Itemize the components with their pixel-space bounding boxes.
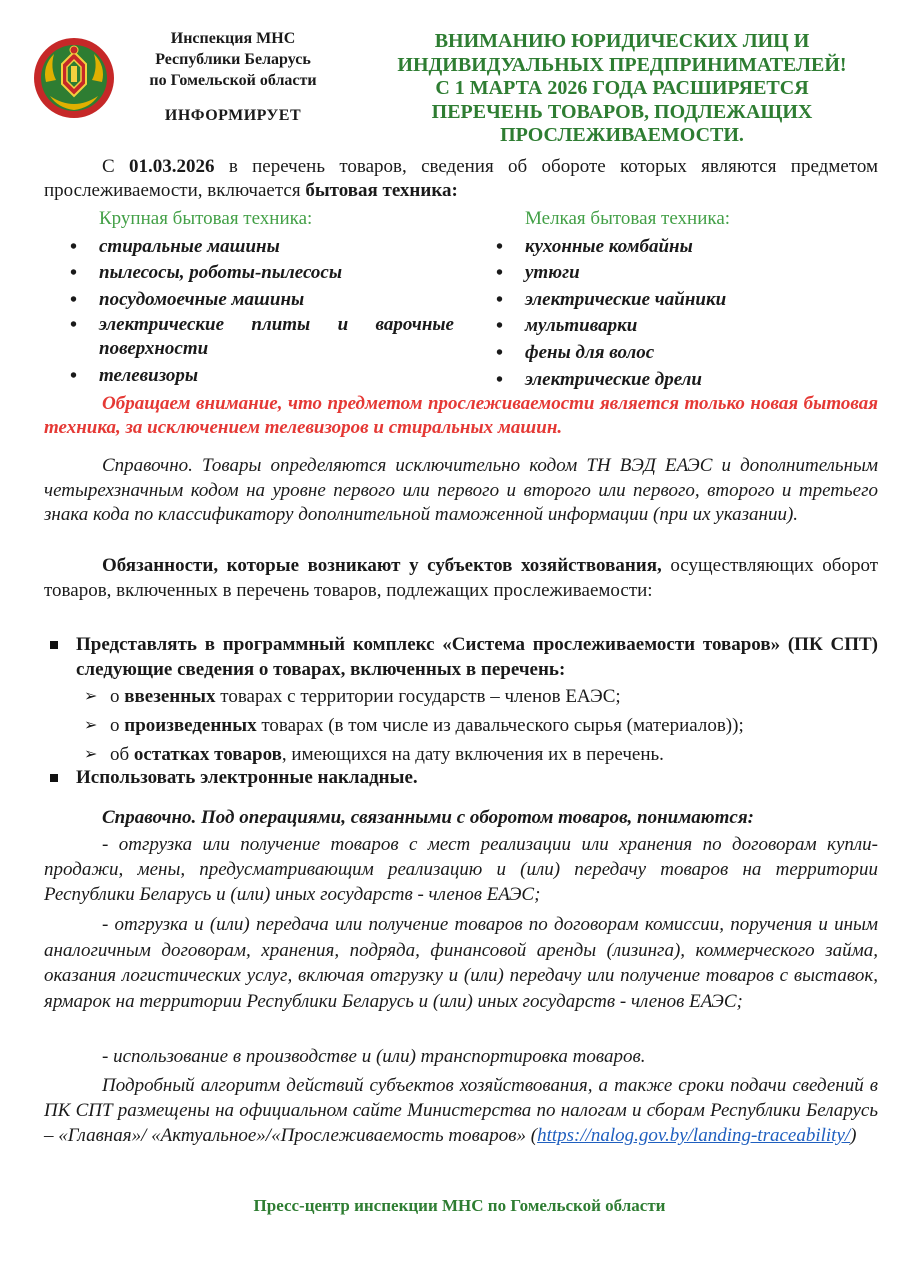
sublist-item xyxy=(44,711,878,740)
list-item: • мультиварки xyxy=(470,313,880,340)
operation-1: - отгрузка или получение товаров с мест реализации или хранения по договорам купли-продажи, мены, предусматривающим реализацию и (или) передачу товаров на территории Республики Беларусь и (или) иных государств - членов ЕАЭС; xyxy=(44,834,878,905)
effective-date: 01.03.2026 xyxy=(129,156,215,177)
headline xyxy=(352,30,892,148)
sub-bold: произведенных xyxy=(124,715,257,736)
appliances-term: бытовая техника xyxy=(305,180,452,201)
small-appliances-list xyxy=(470,206,880,393)
list-item: • электрические чайники xyxy=(470,287,880,314)
sub-pre: об xyxy=(110,744,134,765)
small-appliances-title: Мелкая бытовая техника: xyxy=(525,208,731,229)
submission-sublist xyxy=(44,682,878,769)
large-appliances-title: Крупная бытовая техника: xyxy=(99,208,313,229)
headline-line-1: ВНИМАНИЮ ЮРИДИЧЕСКИХ ЛИЦ И xyxy=(434,30,810,52)
intro-paragraph xyxy=(44,155,878,203)
traceability-link[interactable]: https://nalog.gov.by/landing-traceability/ xyxy=(537,1125,851,1146)
sub-post: , имеющихся на дату включения их в перечень. xyxy=(281,744,664,765)
closing-paragraph xyxy=(44,1073,878,1148)
intro-text-end: : xyxy=(451,180,458,201)
obligations-lead: Обязанности, которые возникают у субъектов хозяйствования, xyxy=(102,555,662,576)
informs-label: ИНФОРМИРУЕТ xyxy=(164,107,302,124)
list-item: • фены для волос xyxy=(470,340,880,367)
list-item: • стиральные машины xyxy=(44,234,454,261)
list-item: • пылесосы, роботы-пылесосы xyxy=(44,260,454,287)
list-item: • посудомоечные машины xyxy=(44,287,454,314)
headline-line-5: ПРОСЛЕЖИВАЕМОСТИ. xyxy=(500,124,744,146)
intro-text-start: С xyxy=(102,156,129,177)
list-item: • электрические плиты и варочные поверхности xyxy=(44,313,454,361)
closing-end: ) xyxy=(850,1125,857,1146)
obligations-list-2 xyxy=(44,766,878,791)
operation-2: - отгрузка и (или) передача или получение товаров по договорам комиссии, поручения и иным аналогичным договорам, хранения, подряда, финансовой аренды (лизинга), коммерческого займа, оказания логистических услуг, включая отгрузку и (или) передачу или получение товаров с выставок, ярмарок на территории Республики Беларусь и (или) иных государств - членов ЕАЭС; xyxy=(44,914,878,1012)
list-item: • электрические дрели xyxy=(470,367,880,394)
sub-bold: ввезенных xyxy=(124,686,216,707)
obligation-item-2: Использовать электронные накладные. xyxy=(44,766,878,791)
list-item: • кухонные комбайны xyxy=(470,234,880,261)
tax-ministry-emblem-icon xyxy=(32,36,116,120)
operations-title: Справочно. Под операциями, связанными с оборотом товаров, понимаются: xyxy=(102,807,754,828)
intro-text-middle: в перечень товаров, сведения об обороте которых являются предметом прослеживаемости, включается xyxy=(44,156,878,201)
org-line-3: по Гомельской области xyxy=(149,72,317,89)
sub-post: товарах с территории государств – членов ЕАЭС; xyxy=(215,686,621,707)
headline-line-2: ИНДИВИДУАЛЬНЫХ ПРЕДПРИНИМАТЕЛЕЙ! xyxy=(397,53,847,76)
obligation-item-1: Представлять в программный комплекс «Система прослеживаемости товаров» (ПК СПТ) следующие сведения о товарах, включенных в перечень: xyxy=(44,633,878,682)
sub-bold: остатках товаров xyxy=(133,744,282,765)
operation-3: - использование в производстве и (или) транспортировка товаров. xyxy=(102,1046,646,1067)
press-center-footer: Пресс-центр инспекции МНС по Гомельской области xyxy=(253,1196,666,1215)
closing-text: Подробный алгоритм действий субъектов хозяйствования, а также сроки подачи сведений в ПК СПТ размещены на официальном сайте Министерства по налогам и сборам Республики Беларусь – «Главная»/ «Актуальное»/«Прослеживаемость товаров» ( xyxy=(44,1075,878,1146)
org-line-1: Инспекция МНС xyxy=(170,30,296,47)
sub-pre: о xyxy=(110,715,125,736)
list-item: • утюги xyxy=(470,260,880,287)
sublist-item xyxy=(44,682,878,711)
sub-pre: о xyxy=(110,686,125,707)
reference-paragraph: Справочно. Товары определяются исключительно кодом ТН ВЭД ЕАЭС и дополнительным четырехзначным кодом на уровне первого или первого и второго или первого, второго и третьего знака кода по классификатору дополнительной таможенной информации (при их указании). xyxy=(44,455,878,525)
headline-line-3: С 1 МАРТА 2026 ГОДА РАСШИРЯЕТСЯ xyxy=(435,77,809,99)
sublist-item xyxy=(44,740,878,769)
sub-post: товарах (в том числе из давальческого сырья (материалов)); xyxy=(256,715,744,736)
obligations-paragraph xyxy=(44,554,878,603)
notice-text: Обращаем внимание, что предметом прослеживаемости является только новая бытовая техника, за исключением телевизоров и стиральных машин. xyxy=(44,393,878,438)
obligations-list xyxy=(44,633,878,682)
org-line-2: Республики Беларусь xyxy=(155,51,311,68)
organization-name xyxy=(128,28,338,126)
large-appliances-list xyxy=(44,206,454,390)
headline-line-4: ПЕРЕЧЕНЬ ТОВАРОВ, ПОДЛЕЖАЩИХ xyxy=(431,100,813,123)
obligations-rest: осуществляющих оборот товаров, включенных в перечень товаров, подлежащих прослеживаемости: xyxy=(44,555,878,601)
list-item: • телевизоры xyxy=(44,363,454,390)
